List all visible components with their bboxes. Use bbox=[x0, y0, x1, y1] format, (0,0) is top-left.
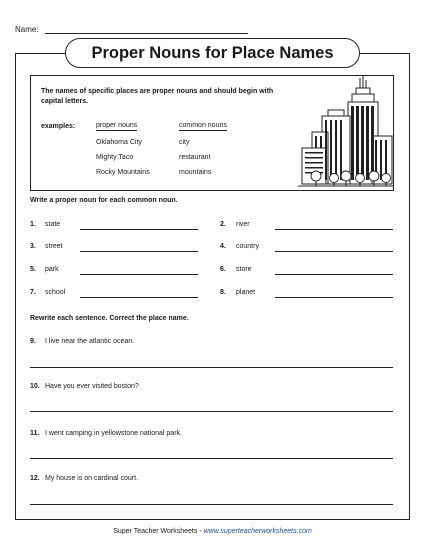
rewrite-line[interactable] bbox=[30, 411, 393, 412]
rewrite-line[interactable] bbox=[30, 367, 393, 368]
sentence-text: I went camping in yellowstone national park. bbox=[45, 430, 182, 437]
rewrite-line[interactable] bbox=[30, 458, 393, 459]
example-proper: Rocky Mountains bbox=[96, 169, 150, 176]
rewrite-line[interactable] bbox=[30, 504, 393, 505]
item-word: street bbox=[45, 243, 63, 250]
item-number: 2. bbox=[220, 221, 226, 228]
info-box bbox=[30, 75, 394, 191]
worksheet-title: Proper Nouns for Place Names bbox=[65, 38, 360, 68]
item-word: country bbox=[236, 243, 259, 250]
answer-line[interactable] bbox=[275, 297, 393, 298]
item-number: 5. bbox=[30, 266, 36, 273]
item-word: planet bbox=[236, 289, 256, 296]
sentence-text: My house is on cardinal court. bbox=[45, 475, 138, 482]
examples-label: examples: bbox=[41, 123, 76, 130]
answer-line[interactable] bbox=[80, 297, 198, 298]
item-number: 8. bbox=[220, 289, 226, 296]
proper-nouns-header: proper nouns bbox=[96, 122, 138, 129]
item-word: state bbox=[45, 221, 61, 228]
part2-instruction: Rewrite each sentence. Correct the place name. bbox=[30, 315, 189, 322]
footer-url-link[interactable]: www.superteacherworksheets.com bbox=[203, 528, 312, 535]
item-word: school bbox=[45, 289, 66, 296]
item-word: river bbox=[236, 221, 250, 228]
name-label: Name: bbox=[15, 25, 39, 34]
sentence-text: Have you ever visited boston? bbox=[45, 383, 139, 390]
answer-line[interactable] bbox=[80, 229, 198, 230]
common-nouns-header: common nouns bbox=[179, 122, 227, 129]
city-skyline-illustration bbox=[276, 76, 394, 191]
item-number: 12. bbox=[30, 475, 40, 482]
part1-instruction: Write a proper noun for each common noun. bbox=[30, 197, 178, 204]
footer-brand: Super Teacher Worksheets bbox=[113, 528, 198, 535]
item-number: 3. bbox=[30, 243, 36, 250]
footer-separator: - bbox=[199, 528, 202, 535]
item-number: 1. bbox=[30, 221, 36, 228]
example-common: restaurant bbox=[179, 154, 211, 161]
answer-line[interactable] bbox=[275, 229, 393, 230]
example-common: mountains bbox=[179, 169, 212, 176]
answer-line[interactable] bbox=[80, 251, 198, 252]
sentence-text: I live near the atlantic ocean. bbox=[45, 338, 135, 345]
item-number: 4. bbox=[220, 243, 226, 250]
answer-line[interactable] bbox=[275, 251, 393, 252]
item-word: store bbox=[236, 266, 252, 273]
item-number: 6. bbox=[220, 266, 226, 273]
example-common: city bbox=[179, 139, 190, 146]
example-proper: Mighty Taco bbox=[96, 154, 134, 161]
item-number: 7. bbox=[30, 289, 36, 296]
name-input-line[interactable] bbox=[45, 33, 248, 34]
answer-line[interactable] bbox=[80, 274, 198, 275]
item-word: park bbox=[45, 266, 59, 273]
footer bbox=[0, 528, 425, 535]
example-proper: Oklahoma City bbox=[96, 139, 142, 146]
answer-line[interactable] bbox=[275, 274, 393, 275]
item-number: 11. bbox=[30, 430, 40, 437]
intro-text: The names of specific places are proper nouns and should begin with capital letters. bbox=[41, 88, 274, 105]
item-number: 9. bbox=[30, 338, 36, 345]
item-number: 10. bbox=[30, 383, 40, 390]
